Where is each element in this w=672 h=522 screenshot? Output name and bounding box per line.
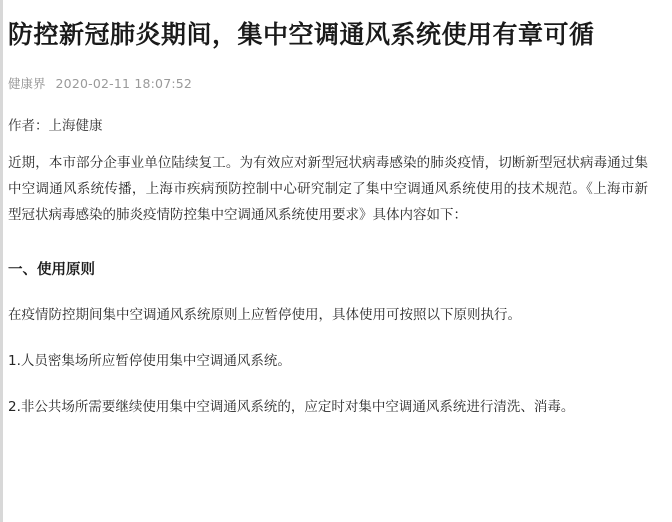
- article-source: 健康界: [8, 76, 46, 91]
- left-margin-rule: [0, 0, 3, 522]
- article-author: 作者：上海健康: [8, 118, 103, 134]
- list-item: 2.非公共场所需要继续使用集中空调通风系统的，应定时对集中空调通风系统进行清洗、消毒。: [8, 399, 575, 415]
- article-content: [8, 0, 664, 434]
- article-meta: [8, 74, 664, 92]
- article-timestamp: 2020-02-11 18:07:52: [55, 75, 193, 91]
- section-heading-usage-principles: 一、使用原则: [8, 262, 95, 278]
- section-intro-paragraph: 在疫情防控期间集中空调通风系统原则上应暂停使用，具体使用可按照以下原则执行。: [8, 307, 521, 323]
- list-item: 1.人员密集场所应暂停使用集中空调通风系统。: [8, 353, 291, 369]
- page-title: 防控新冠肺炎期间，集中空调通风系统使用有章可循: [8, 20, 595, 49]
- article-paragraph: 近期，本市部分企事业单位陆续复工。为有效应对新型冠状病毒感染的肺炎疫情，切断新型冠状病毒通过集中空调通风系统传播，上海市疾病预防控制中心研究制定了集中空调通风系统使用的技术规范。《上海市新型冠状病毒感染的肺炎疫情防控集中空调通风系统使用要求》具体内容如下：: [8, 155, 648, 223]
